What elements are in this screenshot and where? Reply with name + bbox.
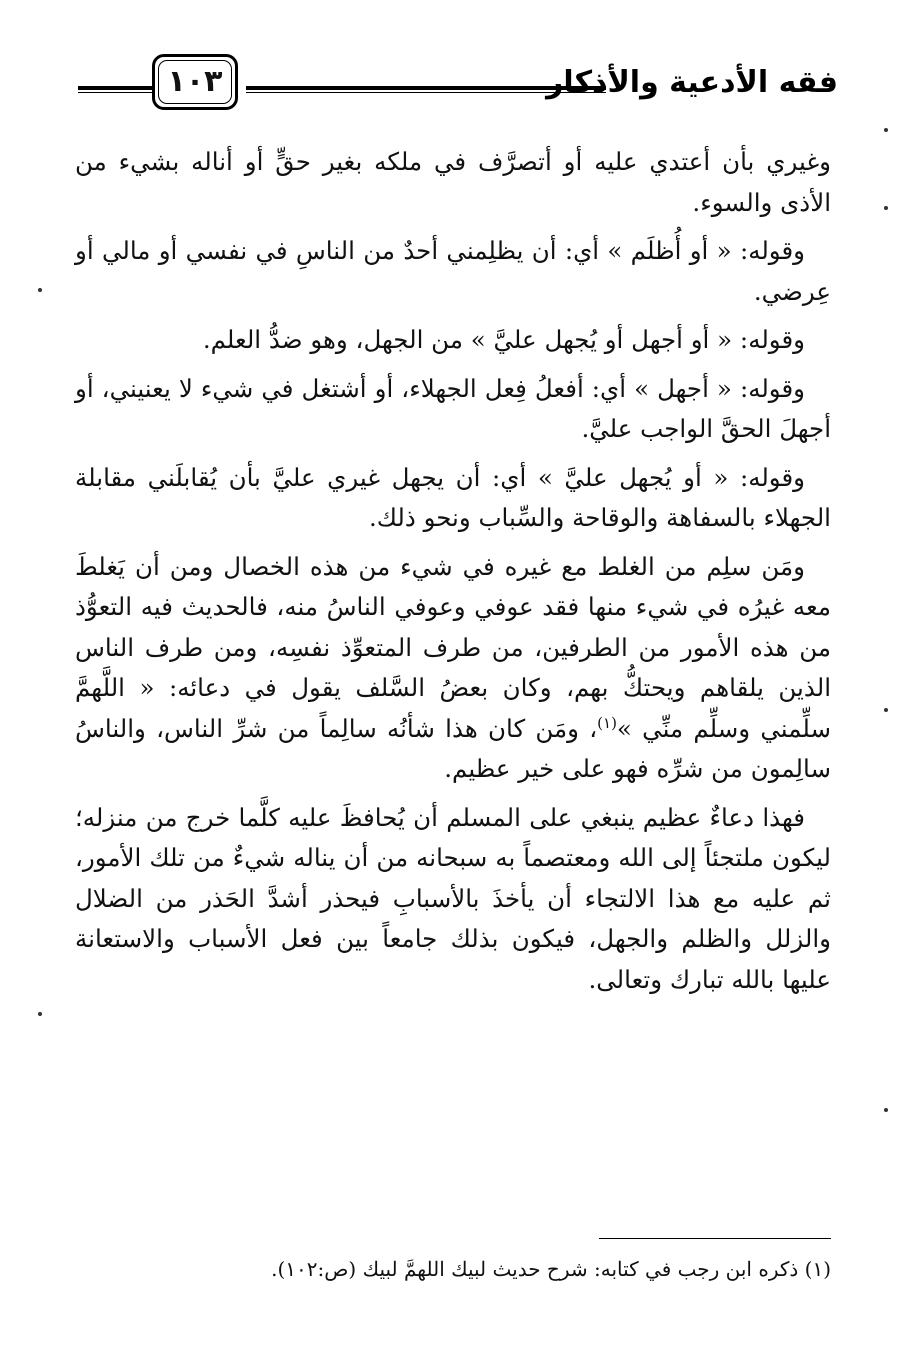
paragraph-6 [75, 547, 831, 790]
page-number: ١٠٣ [167, 64, 223, 99]
paragraph-4 [75, 369, 831, 450]
paragraph-5-text: وقوله: « أو يُجهل عليَّ » أي: أن يجهل غيري عليَّ بأن يُقابلَني مقابلة الجهلاء بالسفاهة والوقاحة والسِّباب ونحو ذلك. [75, 462, 831, 532]
header-rule-left [78, 86, 152, 93]
scan-speck [884, 128, 888, 132]
paragraph-6-text-continued: ، ومَن كان هذا شأنُه سالِماً من شرِّ الناس، والناسُ سالِمون من شرِّه فهو على خير عظيم. [75, 713, 831, 783]
paragraph-2 [75, 231, 831, 312]
scan-speck [884, 206, 888, 210]
page-header [78, 52, 838, 116]
scan-speck [884, 1108, 888, 1112]
scan-speck [884, 708, 888, 712]
scan-speck [38, 1012, 42, 1016]
paragraph-4-text: وقوله: « أجهل » أي: أفعلُ فِعل الجهلاء، أو أشتغل في شيء لا يعنيني، أو أجهلَ الحقَّ الواجب عليَّ. [75, 373, 831, 443]
footnote-separator [599, 1238, 831, 1239]
paragraph-2-text: وقوله: « أو أُظلَم » أي: أن يظلِمني أحدٌ من الناسِ في نفسي أو مالي أو عِرضي. [75, 236, 831, 306]
paragraph-1 [75, 142, 831, 223]
running-title: فقه الأدعية والأذكار [546, 65, 838, 100]
footnote-reference: (١) [597, 713, 617, 732]
paragraph-5 [75, 458, 831, 539]
paragraph-7 [75, 798, 831, 1001]
paragraph-1-text: وغيري بأن أعتدي عليه أو أتصرَّف في ملكه بغير حقٍّ أو أناله بشيء من الأذى والسوء. [75, 147, 831, 217]
page-number-frame [152, 54, 238, 110]
main-text [75, 142, 831, 1008]
paragraph-3 [75, 320, 831, 361]
scan-speck [38, 288, 42, 292]
paragraph-7-text: فهذا دعاءٌ عظيم ينبغي على المسلم أن يُحافظَ عليه كلَّما خرج من منزله؛ ليكون ملتجئاً إلى الله ومعتصماً به سبحانه من أن يناله شيءٌ من تلك الأمور، ثم عليه مع هذا الالتجاء أن يأخذَ بالأسبابِ فيحذر أشدَّ الحَذر من الضلال والزلل والظلم والجهل، فيكون بذلك جامعاً بين فعل الأسباب والاستعانة عليها بالله تبارك وتعالى. [75, 802, 831, 994]
footnote: (١) ذكره ابن رجب في كتابه: شرح حديث لبيك اللهمَّ لبيك (ص:١٠٢). [271, 1257, 831, 1281]
paragraph-3-text: وقوله: « أو أجهل أو يُجهل عليَّ » من الجهل، وهو ضدُّ العلم. [202, 325, 805, 354]
header-rule-right [246, 86, 606, 93]
paragraph-6-text: ومَن سلِم من الغلط مع غيره في شيء من هذه الخصال ومن أن يَغلطَ معه غيرُه في شيء منها فقد عوفي وعوفي الناسُ منه، فالحديث فيه التعوُّذ من هذه الأمور من الطرفين، من طرف المتعوِّذ نفسِه، ومن طرف الناس الذين يلقاهم ويحتكُّ بهم، وكان بعضُ السَّلف يقول في دعائه: « اللَّهمَّ سلِّمني وسلِّم منِّي » [75, 551, 831, 743]
